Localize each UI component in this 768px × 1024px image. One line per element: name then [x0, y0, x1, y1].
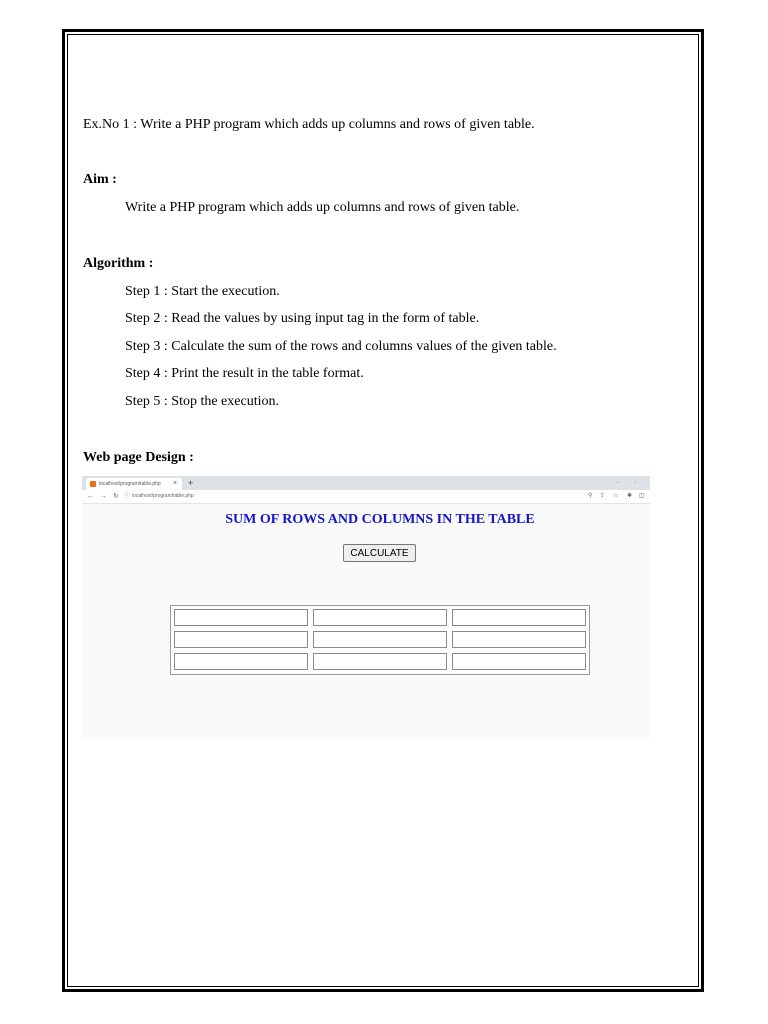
web-page-heading: SUM OF ROWS AND COLUMNS IN THE TABLE — [225, 512, 535, 527]
browser-tab-bar — [82, 476, 650, 490]
algorithm-heading: Algorithm : — [83, 256, 154, 271]
algorithm-step-1: Step 1 : Start the execution. — [125, 284, 280, 299]
url-field[interactable] — [124, 492, 584, 501]
design-heading: Web page Design : — [83, 450, 194, 465]
plus-icon[interactable]: + — [188, 478, 194, 488]
share-icon[interactable]: ⇪ — [600, 493, 606, 499]
table-cell-1-2[interactable] — [313, 609, 447, 626]
info-icon[interactable]: ⓘ — [124, 493, 131, 499]
algorithm-step-3: Step 3 : Calculate the sum of the rows and columns values of the given table. — [125, 339, 557, 354]
page-favicon-icon — [90, 481, 96, 487]
puzzle-icon[interactable]: ✱ — [627, 493, 633, 499]
back-arrow-icon[interactable]: ← — [87, 493, 94, 500]
table-cell-2-2[interactable] — [313, 631, 447, 648]
reload-icon[interactable]: ↻ — [113, 493, 119, 500]
table-cell-1-1[interactable] — [174, 609, 308, 626]
exercise-title: Ex.No 1 : Write a PHP program which adds up columns and rows of given table. — [83, 117, 535, 132]
aim-text: Write a PHP program which adds up columns and rows of given table. — [125, 200, 520, 215]
table-cell-3-2[interactable] — [313, 653, 447, 670]
table-cell-1-3[interactable] — [452, 609, 586, 626]
input-table — [170, 605, 590, 675]
sidebar-icon[interactable]: ◫ — [639, 493, 645, 499]
table-cell-2-1[interactable] — [174, 631, 308, 648]
table-cell-3-3[interactable] — [452, 653, 586, 670]
maximize-icon[interactable]: ▫ — [634, 480, 637, 486]
tab-title: localhost/program/table.php — [99, 481, 161, 487]
aim-heading: Aim : — [83, 172, 117, 187]
calculate-button[interactable]: CALCULATE — [343, 544, 416, 562]
browser-screenshot — [82, 476, 650, 738]
url-text: localhost/program/table.php — [132, 493, 194, 499]
minimize-icon[interactable]: – — [616, 480, 620, 486]
table-cell-2-3[interactable] — [452, 631, 586, 648]
algorithm-step-5: Step 5 : Stop the execution. — [125, 394, 279, 409]
algorithm-step-2: Step 2 : Read the values by using input tag in the form of table. — [125, 311, 480, 326]
algorithm-step-4: Step 4 : Print the result in the table format. — [125, 366, 364, 381]
close-icon[interactable]: × — [173, 480, 178, 487]
table-cell-3-1[interactable] — [174, 653, 308, 670]
browser-tab[interactable] — [86, 478, 182, 490]
address-bar — [82, 490, 650, 504]
search-icon[interactable]: ⚲ — [588, 493, 593, 499]
star-icon[interactable]: ☆ — [613, 493, 619, 499]
forward-arrow-icon[interactable]: → — [100, 493, 107, 500]
